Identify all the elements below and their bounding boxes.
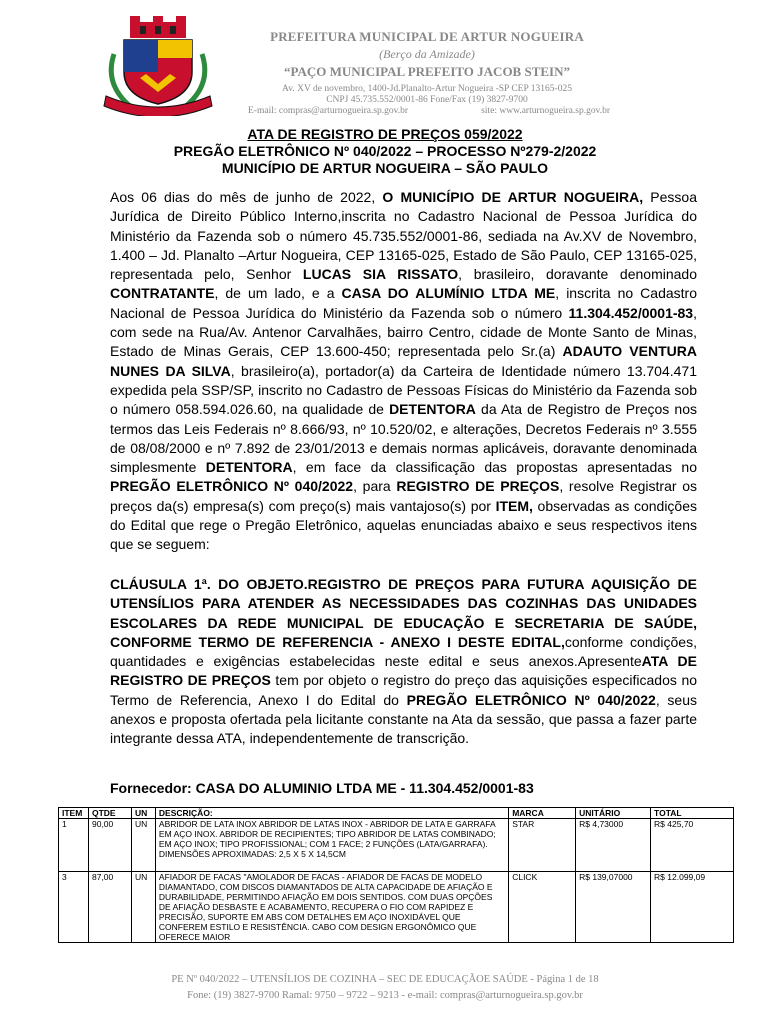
col-header-qtde: QTDE — [88, 808, 131, 819]
cell-total: R$ 425,70 — [651, 819, 734, 872]
cell-item: 1 — [59, 819, 89, 872]
page-footer — [0, 972, 770, 1004]
clause-1-paragraph: CLÁUSULA 1ª. DO OBJETO.REGISTRO DE PREÇOS PARA FUTURA AQUISIÇÃO DE UTENSÍLIOS PARA ATENDER AS NECESSIDADES DAS COZINHAS DAS UNIDADES ESCOLARES DA REDE MUNICIPAL DE EDUCAÇÃO E SECRETARIA DE SAÚDE, CONFORME TERMO DE REFERENCIA - ANEXO I DESTE EDITAL,conforme condições, quantidades e exigências estabelecidas neste edital e seus anexos.ApresenteATA DE REGISTRO DE PREÇOS tem por objeto o registro do preço das aquisições especificados no Termo de Referencia, Anexo I do Edital do PREGÃO ELETRÔNICO Nº 040/2022, seus anexos e proposta ofertada pela licitante constante na Ata da sessão, que passa a fazer parte integrante dessa ATA, independentemente de transcrição. — [110, 576, 698, 747]
org-motto: (Berço da Amizade) — [379, 47, 475, 61]
cell-un: UN — [131, 872, 155, 943]
col-header-marca: MARCA — [509, 808, 576, 819]
letterhead — [0, 0, 770, 120]
col-header-unitario: UNITÁRIO — [576, 808, 651, 819]
document-title: ATA DE REGISTRO DE PREÇOS 059/2022 — [247, 126, 523, 142]
footer-page-info: PE Nº 040/2022 – UTENSÍLIOS DE COZINHA – SEC DE EDUCAÇÃOE SAÚDE - Página 1 de 18 — [171, 974, 599, 985]
cell-qtde: 87,00 — [88, 872, 131, 943]
org-address: Av. XV de novembro, 1400-Jd.Planalto-Artur Nogueira -SP CEP 13165-025 — [282, 84, 572, 94]
org-site: site: www.arturnogueira.sp.gov.br — [481, 106, 610, 116]
letterhead-text — [232, 29, 622, 116]
cell-unitario: R$ 4,73000 — [576, 819, 651, 872]
table-header-row — [59, 808, 734, 819]
org-email: E-mail: compras@arturnogueira.sp.gov.br — [248, 106, 409, 116]
table-row — [59, 819, 734, 872]
table-row — [59, 872, 734, 943]
cell-item: 3 — [59, 872, 89, 943]
document-title-block — [0, 126, 770, 177]
cell-marca: CLICK — [509, 872, 576, 943]
document-subtitle-municipio: MUNICÍPIO DE ARTUR NOGUEIRA – SÃO PAULO — [221, 160, 549, 176]
cell-descricao: ABRIDOR DE LATA INOX ABRIDOR DE LATAS INOX - ABRIDOR DE LATA E GARRAFA EM AÇO INOX. ABRIDOR DE RECIPIENTES; TIPO ABRIDOR DE LATAS COMBINADO; EM AÇO INOX; TIPO PROFISSIONAL; COM 1 FACE; 2 FUNÇÕES (LATA/GARRAFA). DIMENSÕES APROXIMADAS: 2,5 X 5 X 14,5CM — [155, 819, 508, 872]
cell-descricao: AFIADOR DE FACAS "AMOLADOR DE FACAS - AFIADOR DE FACAS DE MODELO DIAMANTADO, COM DISCOS DIAMANTADOS DE ALTA CAPACIDADE DE AFIAÇÃO E DURABILIDADE, PERMITINDO AFIAÇÃO EM DOIS SENTIDOS. COM DUAS OPÇÕES DE AFIAÇÃO DESBASTE E ACABAMENTO, RECUPERA O FIO COM RAPIDEZ E PRECISÃO, SUPORTE EM ABS COM DETALHES EM AÇO INOXIDÁVEL QUE CONFEREM ESTILO E RESISTÊNCIA. CABO COM DESIGN ERGONÔMICO QUE OFERECE MAIOR — [155, 872, 508, 943]
footer-contact: Fone: (19) 3827-9700 Ramal: 9750 – 9722 – 9213 - e-mail: compras@arturnogueira.sp.gov.br — [187, 990, 583, 1001]
col-header-un: UN — [131, 808, 155, 819]
supplier-heading: Fornecedor: CASA DO ALUMINIO LTDA ME - 11.304.452/0001-83 — [110, 780, 534, 796]
org-cnpj-phone: CNPJ 45.735.552/0001-86 Fone/Fax (19) 3827-9700 — [326, 95, 528, 105]
cell-marca: STAR — [509, 819, 576, 872]
col-header-total: TOTAL — [651, 808, 734, 819]
cell-unitario: R$ 139,07000 — [576, 872, 651, 943]
items-table — [58, 807, 734, 943]
cell-qtde: 90,00 — [88, 819, 131, 872]
col-header-descricao: DESCRIÇÃO: — [155, 808, 508, 819]
document-subtitle-pregao: PREGÃO ELETRÔNICO Nº 040/2022 – PROCESSO Nº279-2/2022 — [173, 143, 597, 159]
municipal-crest-logo — [100, 14, 216, 116]
cell-un: UN — [131, 819, 155, 872]
col-header-item: ITEM — [59, 808, 89, 819]
building-name: “PAÇO MUNICIPAL PREFEITO JACOB STEIN” — [283, 64, 571, 79]
org-name: PREFEITURA MUNICIPAL DE ARTUR NOGUEIRA — [270, 29, 584, 44]
cell-total: R$ 12.099,09 — [651, 872, 734, 943]
opening-paragraph: Aos 06 dias do mês de junho de 2022, O MUNICÍPIO DE ARTUR NOGUEIRA, Pessoa Jurídica de Direito Público Interno,inscrita no Cadastro Nacional de Pessoa Jurídica do Ministério da Fazenda sob o número 45.735.552/0001-86, sediada na Av.XV de Novembro, 1.400 – Jd. Planalto –Artur Nogueira, CEP 13165-025, Estado de São Paulo, CEP 13165-025, representada pelo, Senhor LUCAS SIA RISSATO, brasileiro, doravante denominado CONTRATANTE, de um lado, e a CASA DO ALUMÍNIO LTDA ME, inscrita no Cadastro Nacional de Pessoa Jurídica do Ministério da Fazenda sob o número 11.304.452/0001-83, com sede na Rua/Av. Antenor Carvalhães, bairro Centro, cidade de Monte Santo de Minas, Estado de Minas Gerais, CEP 13.600-450; representada pelo Sr.(a) ADAUTO VENTURA NUNES DA SILVA, brasileiro(a), portador(a) da Carteira de Identidade número 13.704.471 expedida pela SSP/SP, inscrito no Cadastro de Pessoas Físicas do Ministério da Fazenda sob o número 058.594.026.60, na qualidade de DETENTORA da Ata de Registro de Preços nos termos das Leis Federais nº 8.666/93, nº 10.520/02, e alterações, Decretos Federais nº 3.555 de 08/08/2000 e nº 7.892 de 23/01/2013 e demais normas aplicáveis, doravante denominada simplesmente DETENTORA, em face da classificação das propostas apresentadas no PREGÃO ELETRÔNICO Nº 040/2022, para REGISTRO DE PREÇOS, resolve Registrar os preços da(s) empresa(s) com preço(s) mais vantajoso(s) por ITEM, observadas as condições do Edital que rege o Pregão Eletrônico, aquelas enunciadas abaixo e seus respectivos itens que se seguem: — [110, 189, 698, 553]
